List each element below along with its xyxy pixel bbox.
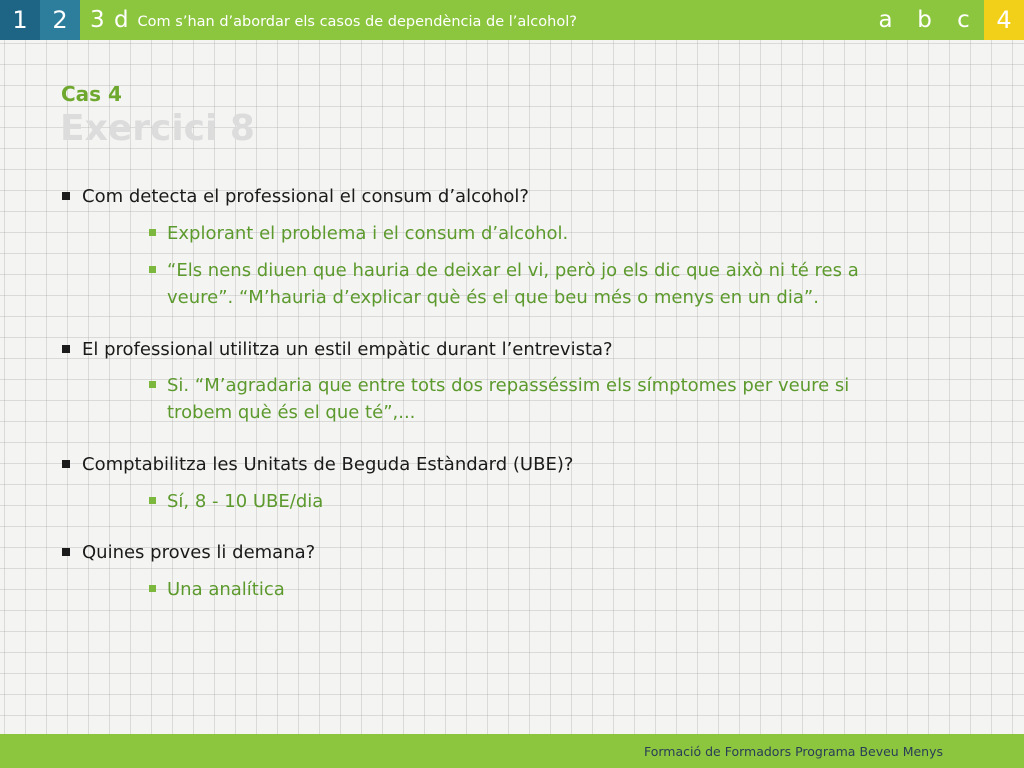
nav-tab-1[interactable]: 1 [0,0,40,40]
footer-text: Formació de Formadors Programa Beveu Menys [644,744,943,759]
answer-1-1: Explorant el problema i el consum d’alcohol. [147,220,922,247]
answer-4-1: Una analítica [147,576,922,603]
nav-tab-2[interactable]: 2 [40,0,80,40]
answer-1-2: “Els nens diuen que hauria de deixar el vi, però jo els dic que això ni té res a veure”. “M’hauria d’explicar què és el que beu més o menys en un dia”. [147,257,907,311]
section-number: 3 d [90,7,130,33]
question-4: Quines proves li demana? [62,539,922,566]
exercise-content [62,183,922,603]
nav-letter-a[interactable]: a [878,7,893,33]
question-1: Com detecta el professional el consum d’alcohol? [62,183,922,210]
exercise-title: Exercici 8 [60,108,255,149]
answer-2-1: Si. “M’agradaria que entre tots dos repasséssim els símptomes per veure si trobem què és el que té”,... [147,372,907,426]
top-navigation-bar [0,0,1024,40]
section-title: Com s’han d’abordar els casos de dependència de l’alcohol? [137,14,577,30]
subsection-letters [866,0,983,40]
answer-3-1: Sí, 8 - 10 UBE/dia [147,488,922,515]
nav-letter-b[interactable]: b [917,7,932,33]
section-header [90,0,577,40]
case-label: Cas 4 [61,82,122,106]
nav-letter-c[interactable]: c [957,7,970,33]
nav-tab-4[interactable]: 4 [984,0,1024,40]
question-3: Comptabilitza les Unitats de Beguda Estàndard (UBE)? [62,451,922,478]
footer-bar [0,734,1024,768]
question-2: El professional utilitza un estil empàtic durant l’entrevista? [62,336,922,363]
